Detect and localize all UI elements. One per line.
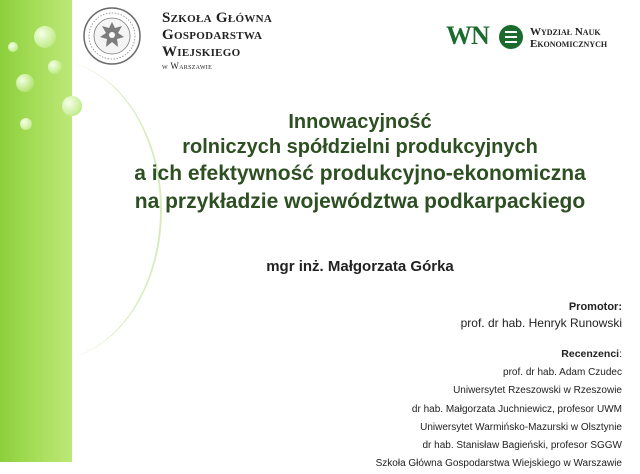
reviewer-line: dr hab. Stanisław Bagieński, profesor SGGW	[422, 440, 622, 452]
faculty-name	[530, 26, 640, 50]
university-name-line2: Gospodarstwa	[162, 27, 263, 43]
reviewer-line: prof. dr hab. Adam Czudec	[503, 367, 622, 378]
reviewer-line: dr hab. Małgorzata Juchniewicz, profesor UWM	[411, 403, 622, 415]
thesis-title-line4: na przykładzie województwa podkarpackiego	[134, 190, 586, 213]
university-name	[162, 10, 342, 72]
decorative-bubble	[48, 60, 62, 74]
university-name-line1: Szkoła Główna	[162, 10, 273, 26]
reviewer-line: Uniwersytet Rzeszowski w Rzeszowie	[453, 385, 622, 397]
university-seal-logo	[82, 6, 142, 66]
thesis-title-line3: a ich efektywność produkcyjno-ekonomiczna	[134, 162, 586, 185]
reviewers-list	[376, 364, 622, 474]
university-name-line4: w Warszawie	[162, 61, 213, 71]
author-name: mgr inż. Małgorzata Górka	[266, 258, 454, 275]
reviewer-line: Szkoła Główna Gospodarstwa Wiejskiego w Warszawie	[375, 458, 622, 470]
decorative-bubble	[20, 118, 32, 130]
thesis-title-line2: rolniczych spółdzielni produkcyjnych	[182, 136, 538, 158]
faculty-logo-emblem	[498, 24, 524, 50]
thesis-title	[100, 110, 620, 217]
reviewer-line: Uniwersytet Warmińsko-Mazurski w Olsztynie	[420, 421, 622, 433]
faculty-logo-mark: WN	[446, 21, 489, 50]
faculty-name-line2: Ekonomicznych	[530, 38, 608, 50]
promotor-name: prof. dr hab. Henryk Runowski	[460, 316, 622, 330]
decorative-bubble	[16, 74, 34, 92]
reviewers-label	[561, 348, 622, 360]
promotor-label: Promotor:	[568, 301, 622, 313]
decorative-bubble	[34, 26, 56, 48]
faculty-name-line1: Wydział Nauk	[530, 26, 601, 38]
decorative-bubble	[8, 42, 18, 52]
reviewers-label-colon: :	[619, 348, 622, 360]
reviewers-label-text: Recenzenci	[561, 348, 620, 360]
decorative-bubble	[62, 96, 82, 116]
university-name-line3: Wiejskiego	[162, 44, 241, 60]
thesis-title-line1: Innowacyjność	[288, 111, 432, 133]
